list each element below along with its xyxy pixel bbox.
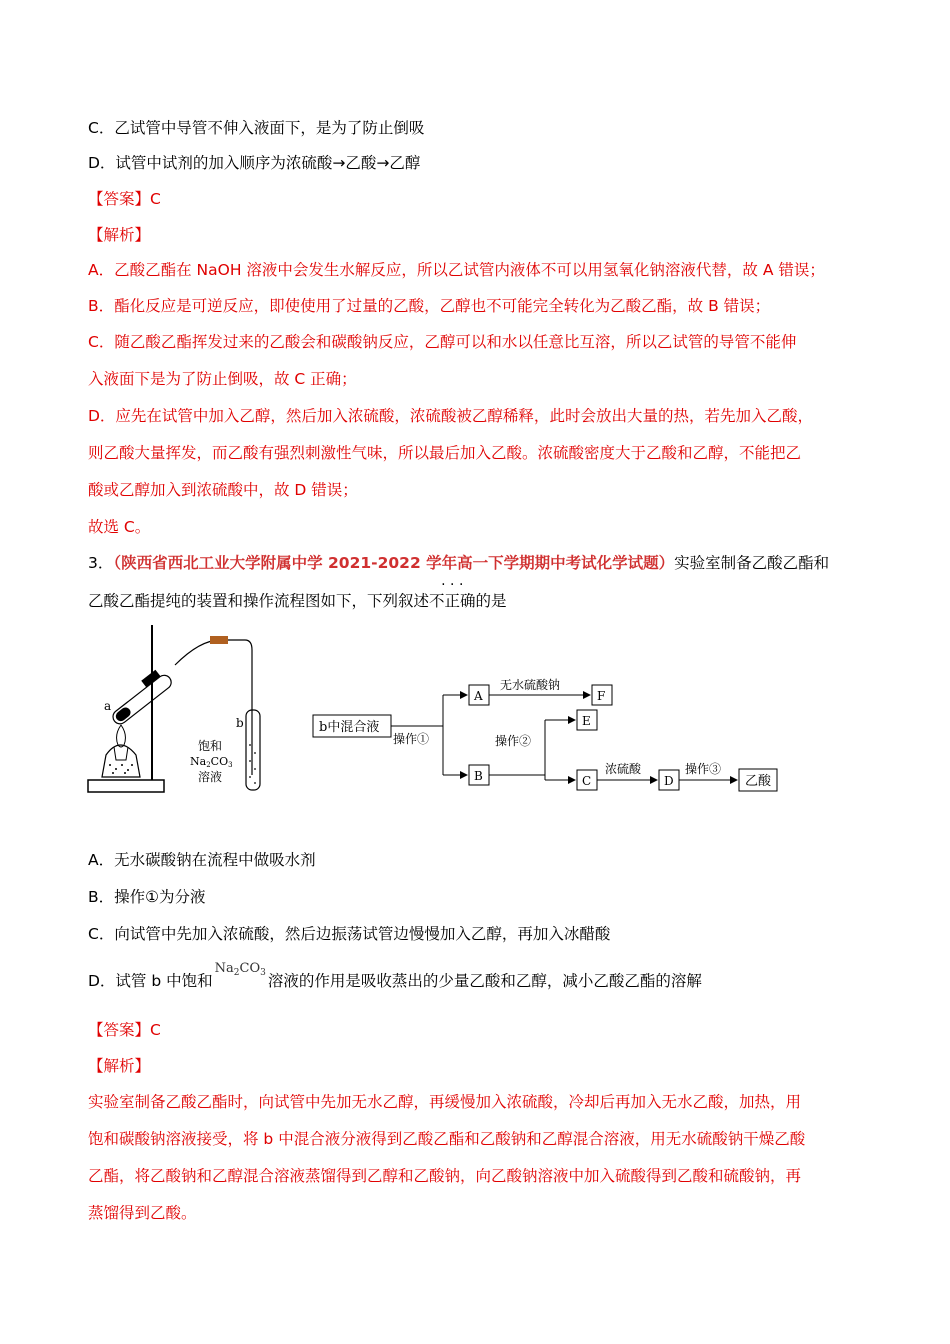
explanation-line: 故选 C。 <box>88 518 151 536</box>
explanation-line: D．应先在试管中加入乙醇，然后加入浓硫酸，浓硫酸被乙醇稀释，此时会放出大量的热，若先加入乙酸， <box>88 407 813 425</box>
option-d-post: 溶液的作用是吸收蒸出的少量乙酸和乙醇，减小乙酸乙酯的溶解 <box>267 972 702 990</box>
explanation-line: 乙酯，将乙酸钠和乙醇混合溶液蒸馏得到乙醇和乙酸钠，向乙酸钠溶液中加入硫酸得到乙酸和硫酸钠，再 <box>88 1167 802 1185</box>
op1-label: 操作① <box>393 732 430 746</box>
emphasis-text: 不正确 <box>429 592 476 610</box>
start-label: b中混合液 <box>319 720 380 735</box>
option-d <box>88 961 702 997</box>
label-a: a <box>104 699 112 713</box>
a-label: A <box>474 689 483 703</box>
op2-label: 操作② <box>495 734 532 748</box>
answer-prev: 【答案】C <box>88 190 161 208</box>
option-d-pre: D．试管 b 中饱和 <box>88 972 213 990</box>
formula-sub-3: 3 <box>260 968 266 978</box>
flame-icon <box>117 725 126 747</box>
explanation-line: C．随乙酸乙酯挥发过来的乙酸会和碳酸钠反应，乙醇可以和水以任意比互溶，所以乙试管的导管不能伸 <box>88 333 797 351</box>
explanation-line: 蒸馏得到乙酸。 <box>88 1204 197 1222</box>
e-label: E <box>582 714 591 728</box>
stand-base <box>88 780 164 792</box>
c-label: C <box>582 774 592 788</box>
reagent1-label: 无水硫酸钠 <box>500 678 561 692</box>
stem-part1: 实验室制备乙酸乙酯和 <box>674 554 830 572</box>
option-a: A．无水碳酸钠在流程中做吸水剂 <box>88 851 316 869</box>
question-source: （陕西省西北工业大学附属中学 2021-2022 学年高一下学期期中考试化学试题） <box>113 554 675 572</box>
option-b: B．操作①为分液 <box>88 888 206 906</box>
solution-label-line1: 饱和 <box>198 739 223 753</box>
analysis-label-prev: 【解析】 <box>88 226 151 244</box>
label-b: b <box>236 716 244 730</box>
stem-end: 的是 <box>475 592 507 610</box>
explanation-line: 酸或乙醇加入到浓硫酸中，故 D 错误； <box>88 481 358 499</box>
na-text: Na <box>190 755 207 768</box>
sub-2: 2 <box>206 761 211 769</box>
explanation-line: 实验室制备乙酸乙酯时，向试管中先加无水乙醇，再缓慢加入浓硫酸，冷却后再加入无水乙酸，加热，用 <box>88 1093 802 1111</box>
explanation-line: A．乙酸乙酯在 NaOH 溶液中会发生水解反应，所以乙试管内液体不可以用氢氧化钠溶液代替，故 A 错误； <box>88 261 825 279</box>
option-c-prev: C．乙试管中导管不伸入液面下，是为了防止倒吸 <box>88 119 425 137</box>
explanation-line: 饱和碳酸钠溶液接受，将 b 中混合液分液得到乙酸乙酯和乙酸钠和乙醇混合溶液，用无水硫酸钠干燥乙酸 <box>88 1130 806 1148</box>
explanation-line: 入液面下是为了防止倒吸，故 C 正确； <box>88 370 357 388</box>
b-label: B <box>474 769 483 783</box>
alcohol-lamp <box>102 745 140 777</box>
solution-label-line3: 溶液 <box>198 770 223 784</box>
rubber-connector <box>210 636 228 644</box>
op3-label: 操作③ <box>685 762 722 776</box>
question-number: 3． <box>88 554 114 572</box>
formula-sub-2: 2 <box>233 968 240 978</box>
formula-na: Na <box>214 961 234 976</box>
emphasis-dots: · · · <box>441 577 464 593</box>
option-c: C．向试管中先加入浓硫酸，然后边振荡试管边慢慢加入乙醇，再加入冰醋酸 <box>88 925 611 943</box>
na2co3-formula <box>215 961 266 976</box>
product-label: 乙酸 <box>745 774 772 789</box>
analysis-label-q3: 【解析】 <box>88 1057 151 1075</box>
co-text: CO <box>210 755 229 768</box>
explanation-line: 则乙酸大量挥发，而乙酸有强烈刺激性气味，所以最后加入乙酸。浓硫酸密度大于乙酸和乙醇，不能把乙 <box>88 444 802 462</box>
sub-3: 3 <box>228 761 233 769</box>
question-3-stem <box>88 553 829 573</box>
formula-co: CO <box>239 961 261 976</box>
stem-part2: 乙酸乙酯提纯的装置和操作流程图如下，下列叙述 <box>88 592 430 610</box>
f-label: F <box>597 689 606 703</box>
explanation-line: B．酯化反应是可逆反应，即使使用了过量的乙酸，乙醇也不可能完全转化为乙酸乙酯，故 B 错误； <box>88 297 771 315</box>
option-d-prev: D．试管中试剂的加入顺序为浓硫酸→乙酸→乙醇 <box>88 154 421 172</box>
d-label: D <box>664 774 674 788</box>
flow-chart <box>305 665 795 795</box>
apparatus-diagram <box>80 615 280 805</box>
answer-q3: 【答案】C <box>88 1021 161 1039</box>
reagent2-label: 浓硫酸 <box>605 762 642 776</box>
emphasis-not-correct <box>429 577 476 611</box>
solution-label-line2 <box>190 755 233 769</box>
question-3-stem-line2 <box>88 577 507 611</box>
receiving-test-tube <box>246 710 260 790</box>
